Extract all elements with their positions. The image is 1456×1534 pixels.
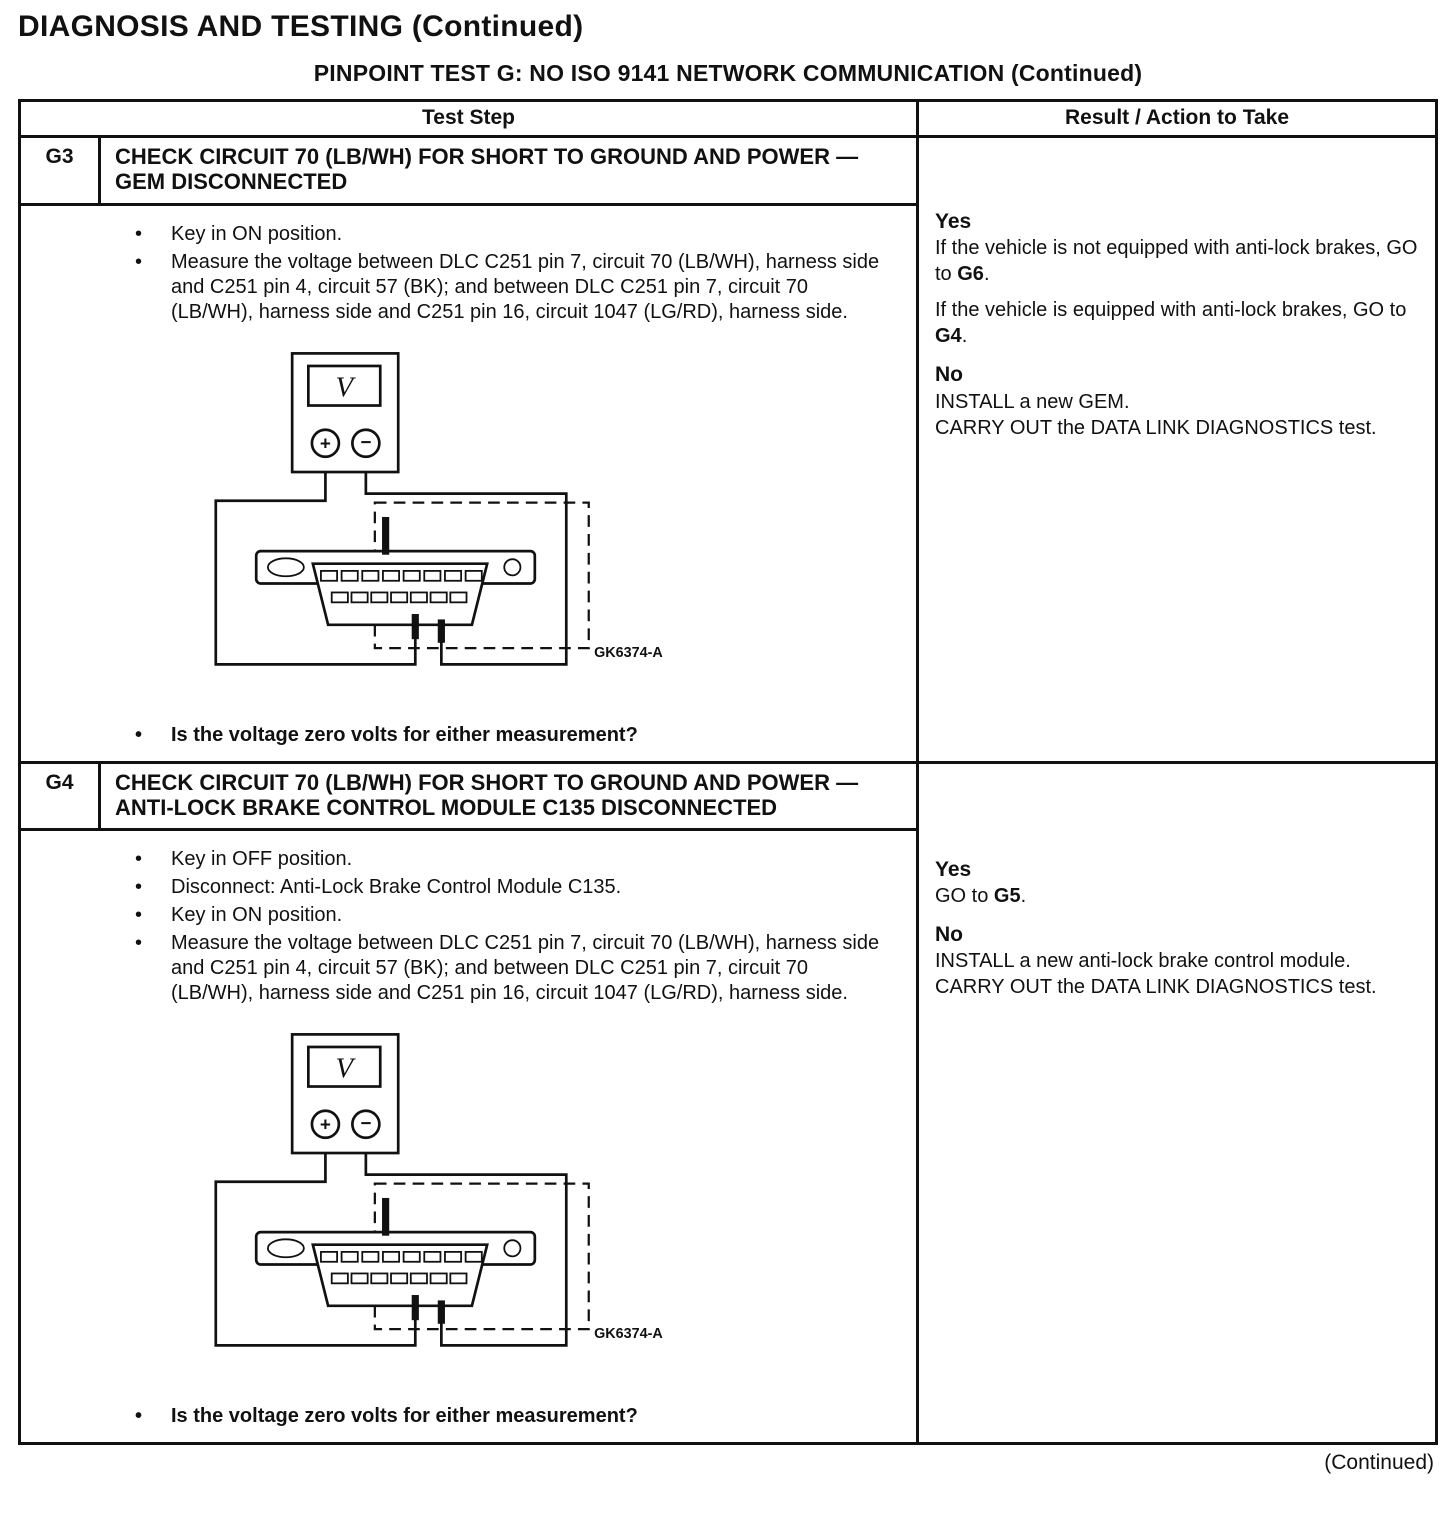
result-text: If the vehicle is equipped with anti-lock brakes, GO to [935,299,1407,322]
dlc-left-slot [268,558,304,576]
pinpoint-test-table [18,99,1438,1445]
test-step-bullet: • Measure the voltage between DLC C251 pin 7, circuit 70 (LB/WH), harness side and C251 pin 4, circuit 57 (BK); and between DLC C251 pin 7, circuit 70 (LB/WH), harness side and C251 pin 16, circuit 1047 (LG/RD), harness side. [171,931,892,1006]
step-title: CHECK CIRCUIT 70 (LB/WH) FOR SHORT TO GROUND AND POWER — ANTI-LOCK BRAKE CONTROL MODULE C135 DISCONNECTED [115,769,859,820]
plus-sign: + [319,1113,331,1135]
result-cell-g4 [919,764,1435,1443]
figure-label: GK6374-A [594,1326,663,1343]
result-line [935,389,1421,415]
dlc-right-hole [504,1240,520,1256]
goto-ref: G6 [957,263,984,286]
no-label: No [935,922,963,946]
test-step-cell-g3 [21,138,919,761]
dlc-pins-bottom-row [332,1274,467,1284]
page-title: DIAGNOSIS AND TESTING (Continued) [18,10,584,43]
no-label: No [935,363,963,387]
result-text: . [1020,884,1027,907]
test-step-bullet: • Key in ON position. [171,903,892,928]
voltmeter-symbol: V [335,371,354,404]
test-row-g3 [21,138,1435,761]
result-line [935,974,1421,1000]
col-header-result: Result / Action to Take [1064,106,1290,129]
yes-label: Yes [935,857,972,881]
test-step-bullet: • Key in ON position. [171,222,892,247]
voltmeter-dlc-diagram [139,348,679,703]
voltmeter-symbol: V [335,1052,354,1085]
col-header-test-step: Test Step [21,102,919,135]
test-step-bullet: • Key in OFF position. [171,847,892,872]
result-content [935,764,1421,1001]
result-text: INSTALL a new GEM. [935,390,1130,413]
step-title: CHECK CIRCUIT 70 (LB/WH) FOR SHORT TO GROUND AND POWER — GEM DISCONNECTED [115,144,859,195]
voltmeter-dlc-diagram [139,1029,679,1384]
probe-pin16-icon [438,619,445,642]
test-step-bullet: • Measure the voltage between DLC C251 pin 7, circuit 70 (LB/WH), harness side and C251 pin 4, circuit 57 (BK); and between DLC C251 pin 7, circuit 70 (LB/WH), harness side and C251 pin 16, circuit 1047 (LG/RD), harness side. [171,250,892,325]
step-instructions [21,206,916,328]
test-step-bullet: • Disconnect: Anti-Lock Brake Control Module C135. [171,875,892,900]
result-text: CARRY OUT the DATA LINK DIAGNOSTICS test. [935,976,1377,999]
table-header-row [21,102,1435,138]
result-text: . [983,263,990,286]
footer-continued: (Continued) [1324,1451,1434,1475]
dlc-right-hole [504,559,520,575]
section-subtitle: PINPOINT TEST G: NO ISO 9141 NETWORK COMMUNICATION (Continued) [313,60,1143,86]
result-line [935,415,1421,441]
probe-pin4-icon [412,1295,419,1320]
figure-container [139,1029,916,1389]
result-text: INSTALL a new anti-lock brake control module. [935,950,1351,973]
result-line [935,297,1421,349]
result-text: GO to [935,884,994,907]
result-text: CARRY OUT the DATA LINK DIAGNOSTICS test. [935,416,1377,439]
step-id: G3 [21,138,101,203]
result-line [935,883,1421,909]
result-text: . [961,325,968,348]
result-text: If the vehicle is not equipped with anti-lock brakes, GO to [935,237,1418,286]
goto-ref: G4 [935,325,962,348]
test-row-g4 [21,761,1435,1443]
yes-label: Yes [935,210,972,233]
probe-pin7-icon [382,517,389,555]
step-question: • Is the voltage zero volts for either measurement? [21,1393,916,1442]
dlc-left-slot [268,1239,304,1257]
result-line [935,948,1421,974]
result-line [935,235,1421,287]
minus-sign: − [360,1112,372,1134]
dlc-pins-bottom-row [332,592,467,602]
figure-container [139,348,916,708]
probe-pin7-icon [382,1198,389,1236]
result-content [935,138,1421,441]
plus-sign: + [319,432,331,454]
step-id: G4 [21,764,101,829]
probe-pin4-icon [412,614,419,639]
step-question: • Is the voltage zero volts for either measurement? [21,712,916,761]
step-header-band-g4 [21,764,916,832]
figure-label: GK6374-A [594,644,663,661]
result-cell-g3 [919,138,1435,761]
test-step-cell-g4 [21,764,919,1443]
goto-ref: G5 [993,884,1021,907]
probe-pin16-icon [438,1301,445,1324]
step-header-band-g3 [21,138,916,206]
minus-sign: − [360,431,372,453]
step-instructions [21,831,916,1009]
